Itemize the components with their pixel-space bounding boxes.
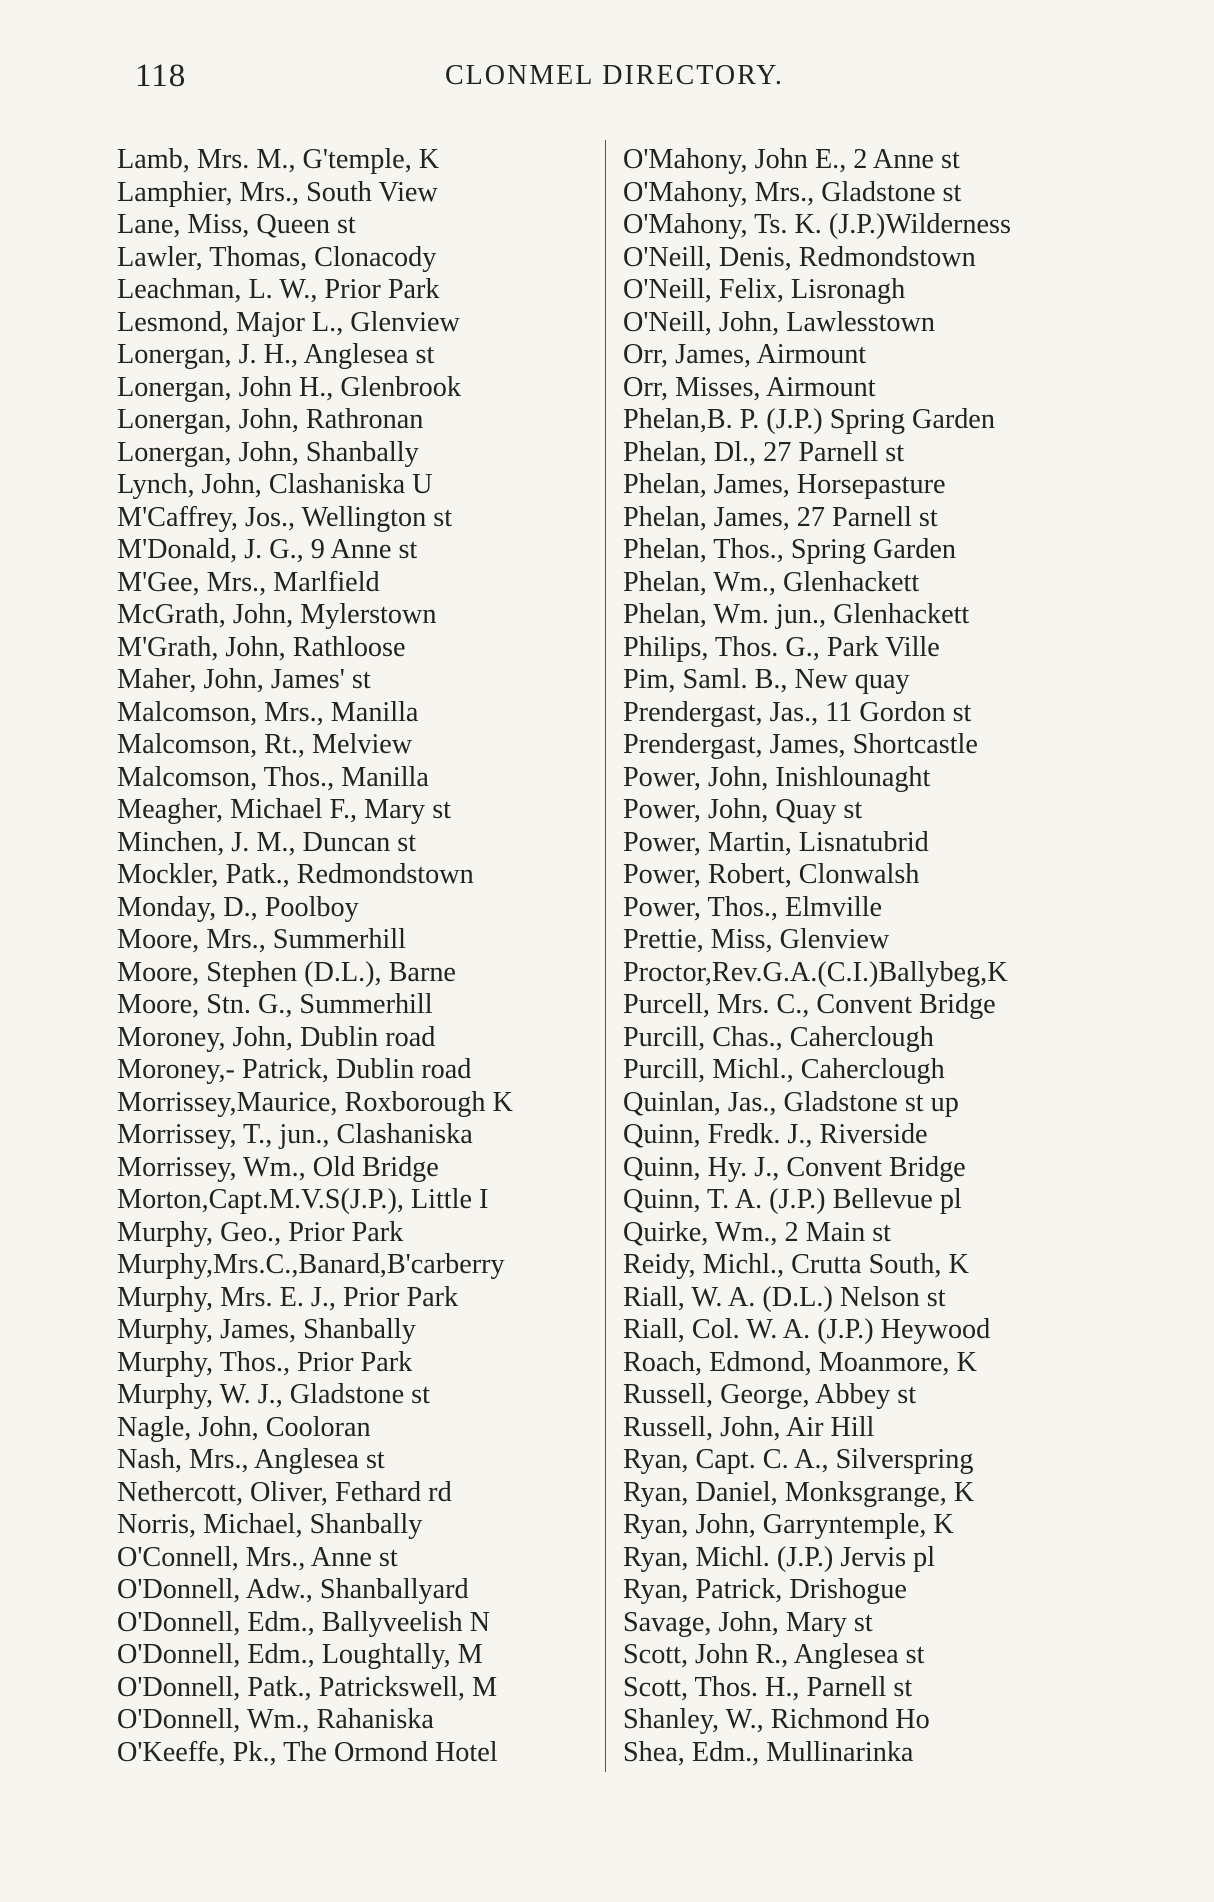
directory-entry: O'Neill, Denis, Redmondstown: [623, 241, 976, 273]
directory-entry: O'Connell, Mrs., Anne st: [117, 1541, 398, 1573]
directory-entry: Power, Martin, Lisnatubrid: [623, 826, 929, 858]
directory-entry: Phelan, Thos., Spring Garden: [623, 534, 956, 565]
directory-entry: Purcill, Michl., Caherclough: [623, 1054, 945, 1085]
directory-entry: Scott, Thos. H., Parnell st: [623, 1671, 913, 1703]
directory-entry: Ryan, Daniel, Monksgrange, K: [623, 1476, 975, 1508]
directory-entry: Phelan, Dl., 27 Parnell st: [623, 436, 905, 468]
directory-entry: Roach, Edmond, Moanmore, K: [623, 1346, 977, 1378]
page-header: [135, 58, 815, 108]
directory-entry: Nethercott, Oliver, Fethard rd: [117, 1476, 452, 1508]
directory-entry: M'Donald, J. G., 9 Anne st: [117, 534, 418, 565]
directory-entry: Moore, Mrs., Summerhill: [117, 924, 406, 955]
directory-entry: Prettie, Miss, Glenview: [623, 924, 890, 955]
directory-entry: Lynch, John, Clashaniska U: [117, 469, 433, 500]
directory-entry: Murphy, Thos., Prior Park: [117, 1346, 413, 1378]
directory-entry: O'Neill, Felix, Lisronagh: [623, 274, 906, 305]
directory-entry: O'Mahony, John E., 2 Anne st: [623, 144, 960, 175]
directory-entry: O'Mahony, Ts. K. (J.P.)Wilderness: [623, 209, 1011, 240]
directory-entry: Lamphier, Mrs., South View: [117, 176, 438, 208]
directory-entry: Orr, James, Airmount: [623, 339, 867, 370]
directory-entry: Lane, Miss, Queen st: [117, 209, 356, 240]
directory-entry: Pim, Saml. B., New quay: [623, 664, 910, 695]
directory-entry: Lamb, Mrs. M., G'temple, K: [117, 144, 440, 175]
directory-entry: Murphy,Mrs.C.,Banard,B'carberry: [117, 1249, 505, 1280]
directory-entry: Minchen, J. M., Duncan st: [117, 826, 417, 858]
directory-entry: Orr, Misses, Airmount: [623, 371, 876, 403]
directory-entry: Phelan, Wm., Glenhackett: [623, 566, 920, 598]
directory-entry: Moore, Stn. G., Summerhill: [117, 989, 433, 1020]
directory-entry: Shea, Edm., Mullinarinka: [623, 1736, 914, 1768]
directory-entry: Malcomson, Mrs., Manilla: [117, 696, 419, 728]
directory-entry: Norris, Michael, Shanbally: [117, 1509, 423, 1540]
directory-entry: Morton,Capt.M.V.S(J.P.), Little I: [117, 1184, 489, 1215]
directory-entry: Quinn, T. A. (J.P.) Bellevue pl: [623, 1184, 962, 1215]
directory-entry: Meagher, Michael F., Mary st: [117, 794, 451, 825]
directory-entry: Prendergast, Jas., 11 Gordon st: [623, 696, 972, 728]
left-column: [117, 144, 607, 1769]
directory-entry: O'Neill, John, Lawlesstown: [623, 306, 935, 338]
directory-entry: Lonergan, J. H., Anglesea st: [117, 339, 435, 370]
directory-entry: Murphy, James, Shanbally: [117, 1314, 416, 1345]
directory-entry: Power, John, Quay st: [623, 794, 863, 825]
directory-entry: Murphy, Geo., Prior Park: [117, 1216, 404, 1248]
directory-entry: Power, Robert, Clonwalsh: [623, 859, 920, 890]
directory-entry: Russell, George, Abbey st: [623, 1379, 917, 1410]
directory-entry: Quirke, Wm., 2 Main st: [623, 1216, 892, 1248]
directory-entry: Lonergan, John H., Glenbrook: [117, 371, 461, 403]
directory-entry: O'Donnell, Adw., Shanballyard: [117, 1574, 469, 1605]
directory-entry: Scott, John R., Anglesea st: [623, 1639, 925, 1670]
directory-entry: M'Caffrey, Jos., Wellington st: [117, 501, 453, 533]
directory-entry: Morrissey, Wm., Old Bridge: [117, 1151, 439, 1183]
directory-entry: Moroney,- Patrick, Dublin road: [117, 1054, 472, 1085]
directory-entry: O'Keeffe, Pk., The Ormond Hotel: [117, 1736, 498, 1768]
directory-entry: Quinn, Hy. J., Convent Bridge: [623, 1151, 966, 1183]
directory-entry: O'Donnell, Edm., Loughtally, M: [117, 1639, 483, 1670]
directory-entry: Nagle, John, Cooloran: [117, 1411, 371, 1443]
directory-entry: O'Donnell, Edm., Ballyveelish N: [117, 1606, 491, 1638]
directory-entry: Leachman, L. W., Prior Park: [117, 274, 440, 305]
directory-entry: Reidy, Michl., Crutta South, K: [623, 1249, 969, 1280]
directory-entry: Riall, Col. W. A. (J.P.) Heywood: [623, 1314, 991, 1345]
directory-entry: M'Gee, Mrs., Marlfield: [117, 566, 380, 598]
directory-entry: Murphy, W. J., Gladstone st: [117, 1379, 430, 1410]
directory-entry: Phelan,B. P. (J.P.) Spring Garden: [623, 404, 995, 435]
directory-entry: Purcill, Chas., Caherclough: [623, 1021, 934, 1053]
directory-entry: Murphy, Mrs. E. J., Prior Park: [117, 1281, 459, 1313]
right-column: [623, 144, 1123, 1769]
directory-entry: Phelan, James, 27 Parnell st: [623, 501, 938, 533]
column-divider: [605, 140, 606, 1772]
directory-entry: Quinlan, Jas., Gladstone st up: [623, 1086, 959, 1118]
directory-entry: Moroney, John, Dublin road: [117, 1021, 436, 1053]
directory-entry: Savage, John, Mary st: [623, 1606, 873, 1638]
directory-entry: Lawler, Thomas, Clonacody: [117, 241, 437, 273]
directory-entry: Moore, Stephen (D.L.), Barne: [117, 956, 456, 988]
directory-entry: Ryan, Patrick, Drishogue: [623, 1574, 907, 1605]
directory-entry: Proctor,Rev.G.A.(C.I.)Ballybeg,K: [623, 956, 1008, 988]
directory-entry: Maher, John, James' st: [117, 664, 371, 695]
directory-entry: O'Donnell, Wm., Rahaniska: [117, 1704, 434, 1735]
directory-entry: Shanley, W., Richmond Ho: [623, 1704, 930, 1735]
directory-entry: Ryan, Capt. C. A., Silverspring: [623, 1444, 974, 1475]
directory-entry: Prendergast, James, Shortcastle: [623, 729, 978, 760]
directory-entry: O'Mahony, Mrs., Gladstone st: [623, 176, 962, 208]
directory-entry: Ryan, Michl. (J.P.) Jervis pl: [623, 1541, 936, 1573]
directory-entry: Mockler, Patk., Redmondstown: [117, 859, 474, 890]
directory-entry: Monday, D., Poolboy: [117, 891, 359, 923]
directory-entry: Power, John, Inishlounaght: [623, 761, 931, 793]
page-number: 118: [135, 58, 187, 94]
directory-entry: Russell, John, Air Hill: [623, 1411, 875, 1443]
directory-entry: Quinn, Fredk. J., Riverside: [623, 1119, 928, 1150]
directory-entry: Ryan, John, Garryntemple, K: [623, 1509, 954, 1540]
directory-entry: Nash, Mrs., Anglesea st: [117, 1444, 385, 1475]
directory-entry: Lonergan, John, Rathronan: [117, 404, 424, 435]
directory-entry: Lesmond, Major L., Glenview: [117, 306, 460, 338]
directory-entry: Phelan, Wm. jun., Glenhackett: [623, 599, 970, 630]
directory-entry: Philips, Thos. G., Park Ville: [623, 631, 940, 663]
running-head-title: CLONMEL DIRECTORY.: [445, 60, 784, 91]
directory-entry: Riall, W. A. (D.L.) Nelson st: [623, 1281, 946, 1313]
directory-entry: Malcomson, Rt., Melview: [117, 729, 413, 760]
directory-entry: Lonergan, John, Shanbally: [117, 436, 419, 468]
directory-entry: O'Donnell, Patk., Patrickswell, M: [117, 1671, 498, 1703]
directory-entry: Morrissey, T., jun., Clashaniska: [117, 1119, 473, 1150]
directory-entry: Phelan, James, Horsepasture: [623, 469, 946, 500]
directory-entry: Power, Thos., Elmville: [623, 891, 883, 923]
directory-entry: M'Grath, John, Rathloose: [117, 631, 406, 663]
directory-entry: McGrath, John, Mylerstown: [117, 599, 437, 630]
directory-entry: Purcell, Mrs. C., Convent Bridge: [623, 989, 996, 1020]
directory-entry: Morrissey,Maurice, Roxborough K: [117, 1086, 513, 1118]
directory-entry: Malcomson, Thos., Manilla: [117, 761, 429, 793]
